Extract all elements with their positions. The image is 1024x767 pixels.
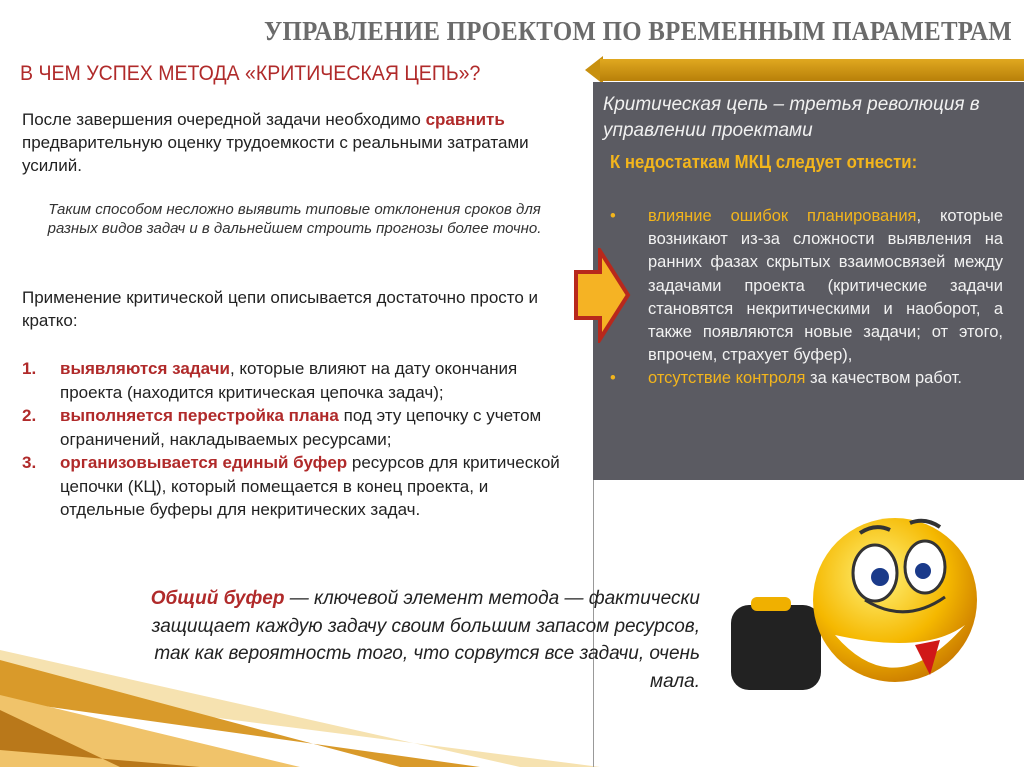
steps-list: [22, 357, 562, 522]
highlight: выявляются задачи: [60, 359, 230, 378]
panel-heading: Критическая цепь – третья революция в управлении проектами: [603, 94, 980, 141]
text: предварительную оценку трудоемкости с реальными затратами усилий.: [22, 133, 529, 175]
item-number: 2.: [22, 406, 37, 425]
paragraph-compare: [22, 108, 542, 177]
list-item: [22, 451, 562, 522]
text: , которые влияют на дату окончания проекта (находится критическая цепочка задач);: [60, 359, 518, 402]
panel-subheading: К недостаткам МКЦ следует отнести:: [610, 152, 918, 172]
list-item: [22, 404, 562, 451]
drawbacks-list: [610, 205, 1003, 391]
highlight: сравнить: [425, 110, 505, 129]
highlight: выполняется перестройка плана: [60, 406, 339, 425]
text: ресурсов для критической цепочки (КЦ), который помещается в конец проекта, и отдельные буферы для некритических задач.: [60, 453, 560, 519]
text: — ключевой элемент метода — фактически защищает каждую задачу своим большим запасом ресурсов, так как вероятность того, что сорвутся все задачи, очень мала.: [151, 588, 700, 692]
paragraph-application: Применение критической цепи описывается достаточно просто и кратко:: [22, 288, 539, 330]
bullet: •: [610, 207, 616, 225]
buffer-quote: [140, 585, 700, 695]
text: После завершения очередной задачи необходимо: [22, 110, 426, 129]
list-item: [610, 367, 1003, 390]
list-item: [610, 205, 1003, 367]
slide-title: УПРАВЛЕНИЕ ПРОЕКТОМ ПО ВРЕМЕННЫМ ПАРАМЕТРАМ: [264, 16, 1012, 46]
highlight: Общий буфер: [150, 588, 285, 609]
smiley-with-briefcase-icon: [725, 505, 1024, 715]
text: за качеством работ.: [805, 369, 962, 388]
slide-subtitle: В ЧЕМ УСПЕХ МЕТОДА «КРИТИЧЕСКАЯ ЦЕПЬ»?: [20, 62, 481, 85]
item-number: 1.: [22, 359, 37, 378]
bullet: •: [610, 369, 616, 388]
highlight: организовывается единый буфер: [60, 453, 348, 472]
highlight: влияние ошибок планирования: [648, 207, 917, 225]
arrow-right-icon: [572, 248, 632, 343]
text: , которые возникают из-за сложности выявления на ранних фазах скрытых взаимосвязей между задачами проекта (критические задачи становятся некритическими и наоборот, а также появляются новые задачи; от этого, впрочем, страхует буфер),: [648, 207, 1003, 365]
text: под эту цепочку с учетом ограничений, накладываемых ресурсами;: [60, 406, 542, 449]
paragraph-italic-note: Таким способом несложно выявить типовые отклонения сроков для разных видов задач и в дальнейшем строить прогнозы более точно.: [47, 201, 542, 237]
item-number: 3.: [22, 453, 37, 472]
arrow-bar: [600, 59, 1024, 81]
highlight: отсутствие контроля: [648, 369, 806, 388]
list-item: [22, 357, 562, 404]
